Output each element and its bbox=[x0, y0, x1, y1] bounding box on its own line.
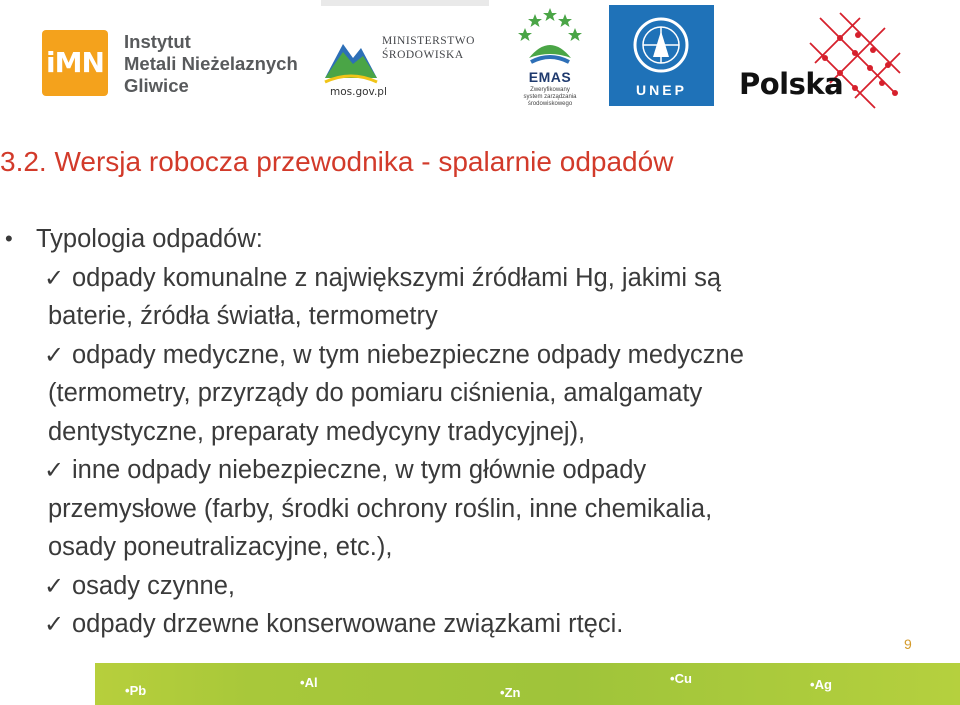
list-item-text: baterie, źródła światła, termometry bbox=[48, 302, 438, 330]
bullet-item bbox=[0, 220, 960, 259]
element-footer-band bbox=[95, 663, 960, 705]
emas-label: EMAS bbox=[528, 69, 572, 85]
ministry-line: MINISTERSTWO bbox=[382, 35, 475, 47]
imn-logo-text bbox=[124, 31, 298, 97]
imn-logo-mark: iMN bbox=[42, 30, 108, 96]
emas-sub-line: system zarządzania bbox=[523, 94, 577, 100]
bullet-text: Typologia odpadów: bbox=[36, 225, 263, 253]
list-item-text: dentystyczne, preparaty medycyny tradycyjnej), bbox=[48, 417, 586, 446]
element-label: • Al bbox=[300, 675, 318, 690]
checkmark-icon: ✓ bbox=[44, 571, 65, 600]
element-label: • Cu bbox=[670, 671, 692, 686]
element-label: • Zn bbox=[500, 685, 520, 700]
imn-line: Metali Nieżelaznych bbox=[124, 53, 298, 74]
checked-list-item bbox=[0, 336, 960, 375]
checkmark-icon: ✓ bbox=[44, 456, 65, 484]
list-item-continuation bbox=[0, 374, 960, 413]
imn-line: Gliwice bbox=[124, 75, 189, 96]
checkmark-icon: ✓ bbox=[44, 340, 65, 369]
element-label: • Pb bbox=[125, 683, 146, 698]
checkmark-icon: ✓ bbox=[44, 263, 65, 292]
logo-strip bbox=[0, 0, 960, 125]
waste-type-list bbox=[0, 259, 960, 644]
ministry-url: mos.gov.pl bbox=[330, 86, 387, 98]
polska-logo-text: Polska bbox=[739, 67, 844, 101]
list-item-text: odpady medyczne, w tym niebezpieczne odpady medyczne bbox=[72, 340, 744, 369]
list-item-text: (termometry, przyrządy do pomiaru ciśnienia, amalgamaty bbox=[48, 379, 703, 407]
checked-list-item bbox=[0, 605, 960, 644]
element-label: • Ag bbox=[810, 677, 832, 692]
polska-logo-kite-icon bbox=[800, 8, 910, 118]
slide-title: 3.2. Wersja robocza przewodnika - spalarnie odpadów bbox=[0, 146, 674, 177]
list-item-continuation bbox=[0, 528, 960, 567]
ministry-line: ŚRODOWISKA bbox=[382, 49, 464, 61]
unep-emblem-icon bbox=[609, 5, 714, 83]
list-item-text: odpady drzewne konserwowane związkami rtęci. bbox=[72, 610, 624, 638]
emas-sub-line: Zweryfikowany bbox=[530, 87, 570, 93]
list-item-text: odpady komunalne z największymi źródłami Hg, jakimi są bbox=[72, 263, 722, 292]
checkmark-icon: ✓ bbox=[44, 610, 65, 638]
list-item-text: inne odpady niebezpieczne, w tym głównie odpady bbox=[72, 456, 647, 484]
ministry-mountain-icon bbox=[323, 30, 379, 84]
unep-label: UNEP bbox=[636, 82, 687, 98]
list-item-continuation bbox=[0, 413, 960, 452]
list-item-text: osady czynne, bbox=[72, 571, 236, 600]
list-item-text: przemysłowe (farby, środki ochrony roślin, inne chemikalia, bbox=[48, 494, 713, 523]
page-number: 9 bbox=[904, 636, 912, 652]
list-item-text: osady poneutralizacyjne, etc.), bbox=[48, 533, 393, 561]
emas-subtitle bbox=[509, 87, 591, 108]
slide-body bbox=[0, 220, 960, 644]
imn-line: Instytut bbox=[124, 31, 191, 52]
checked-list-item bbox=[0, 259, 960, 298]
list-item-continuation bbox=[0, 297, 960, 336]
emas-sub-line: środowiskowego bbox=[527, 101, 573, 107]
checked-list-item bbox=[0, 451, 960, 490]
bullet-dot-icon: • bbox=[5, 226, 13, 251]
list-item-continuation bbox=[0, 490, 960, 529]
ministry-title bbox=[382, 34, 475, 62]
checked-list-item bbox=[0, 567, 960, 606]
